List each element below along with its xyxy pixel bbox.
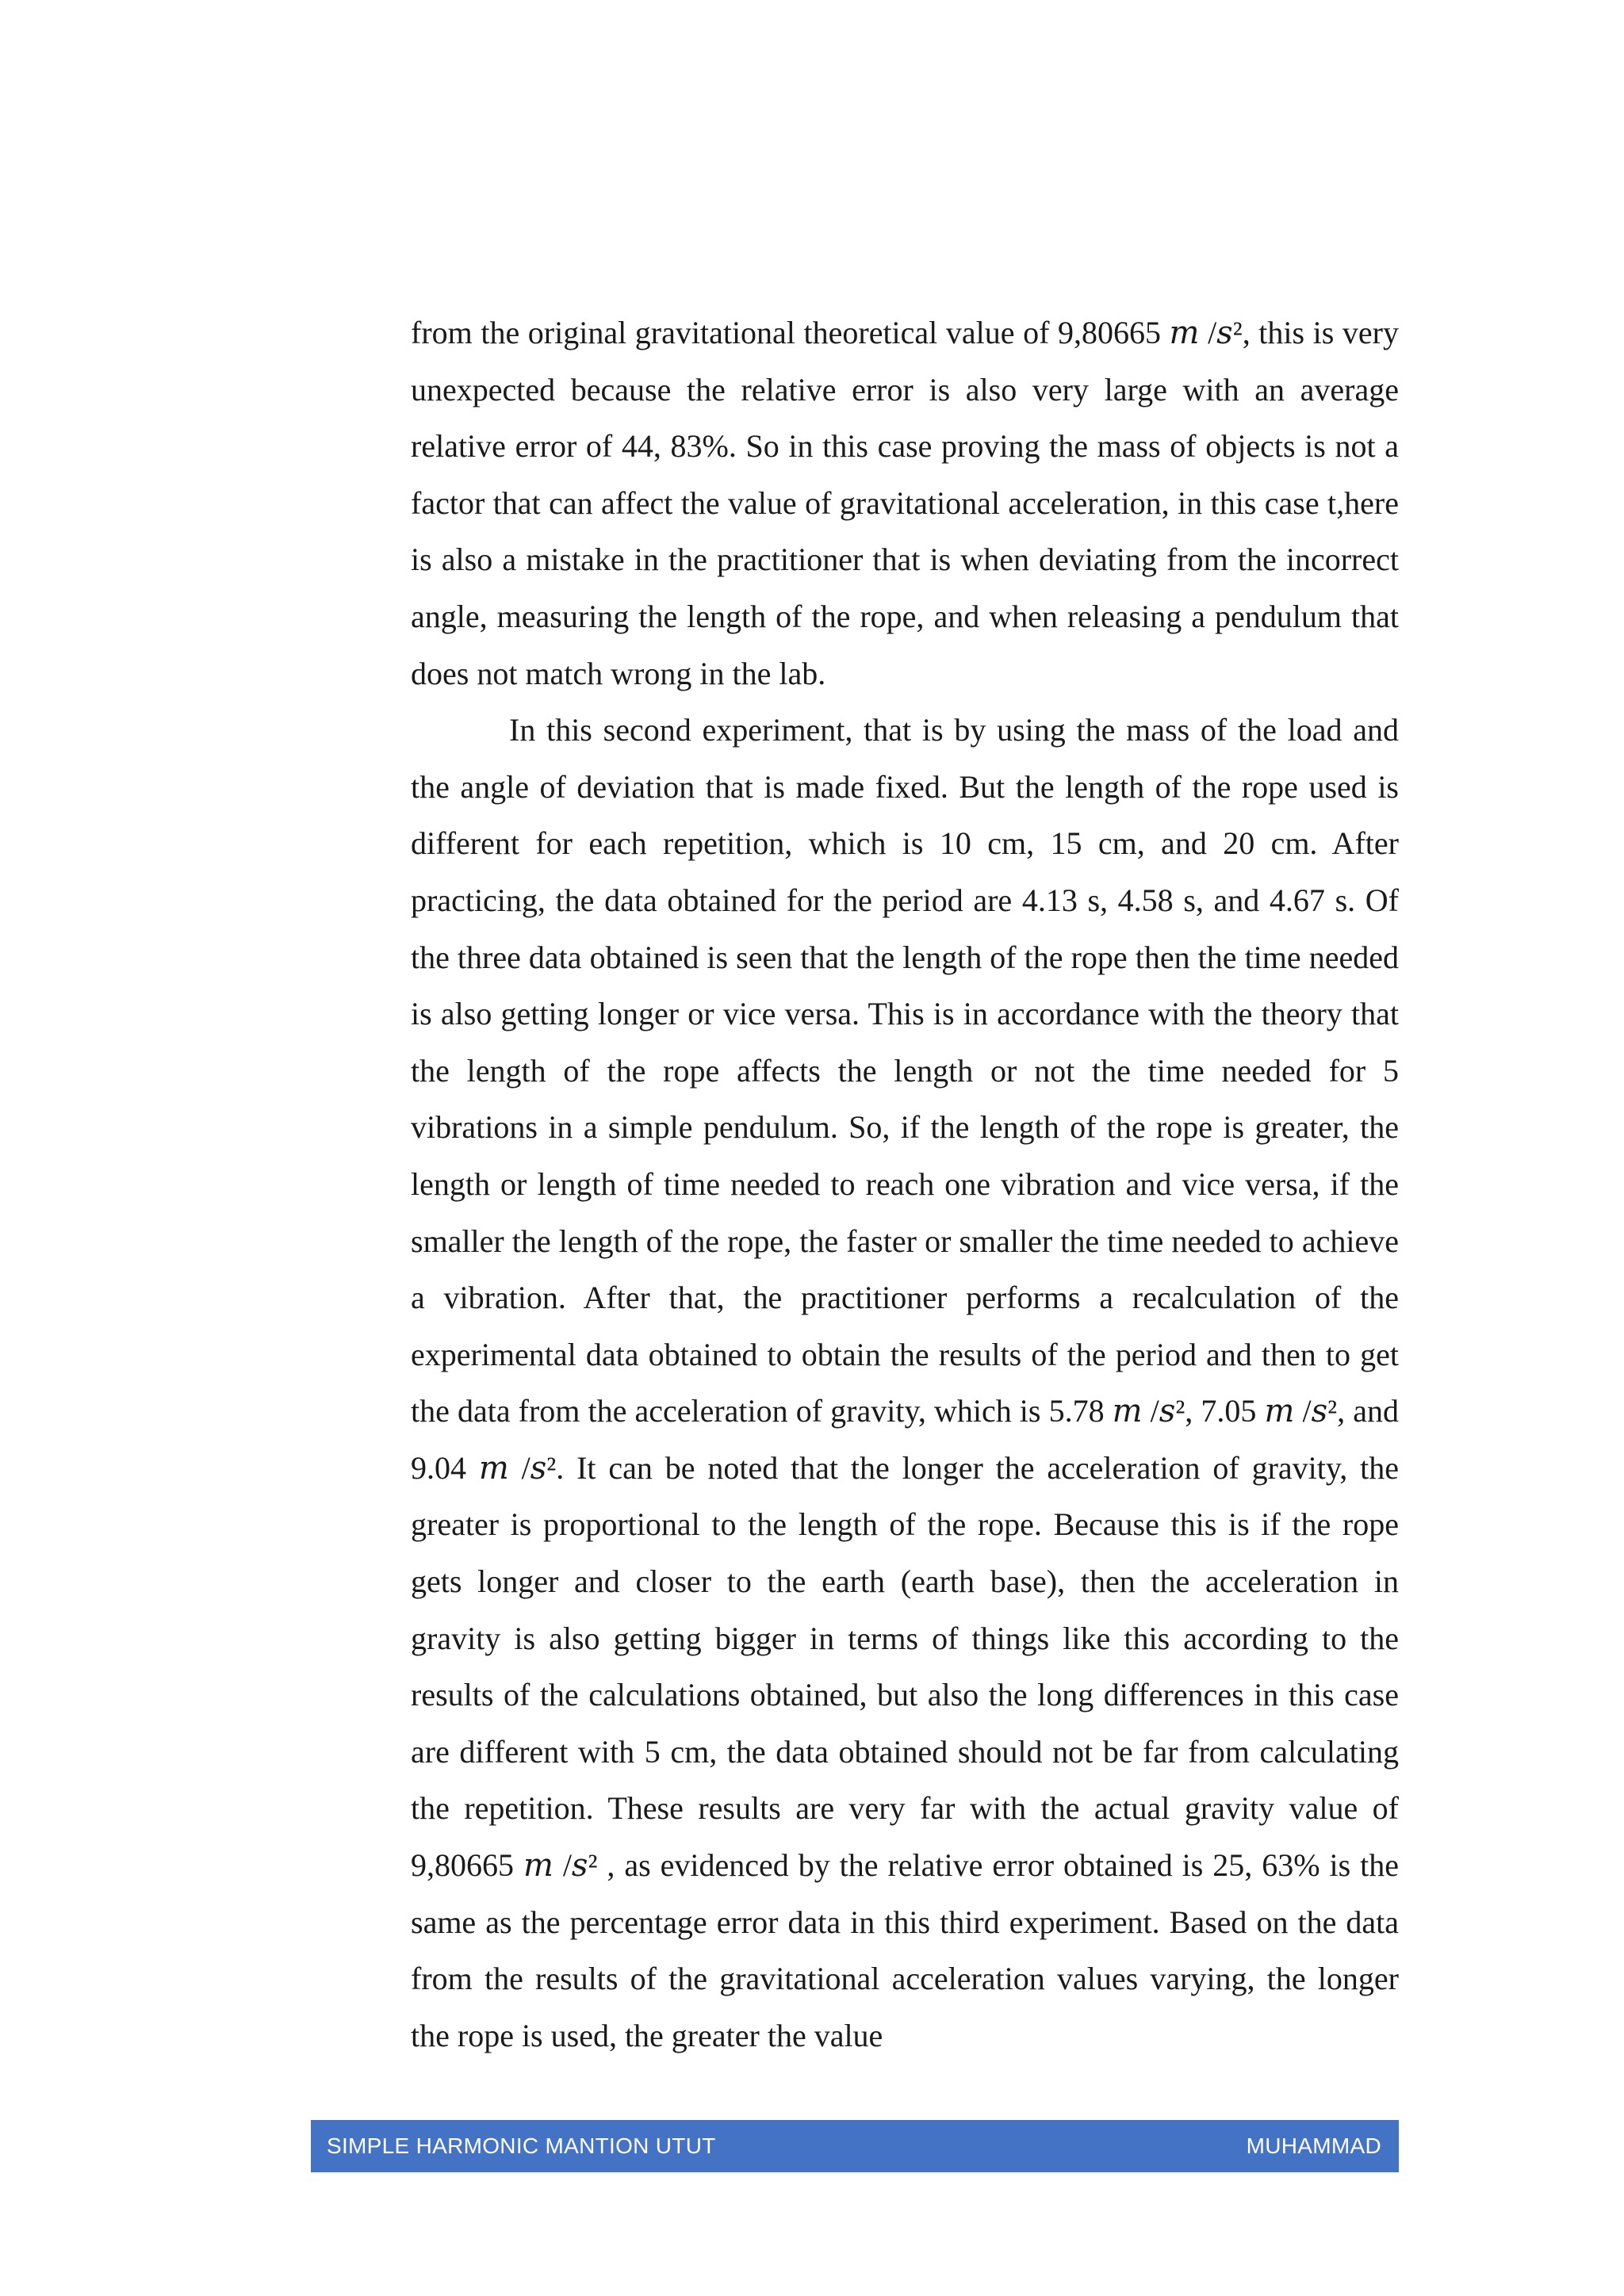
paragraph-continuation: from the original gravitational theoretical value of 9,80665 𝑚 /𝑠², this is very unexpected because the relative error is also very large with an average relative error of 44, 83%. So in this case proving the mass of objects is not a factor that can affect the value of gravitational acceleration, in this case t,here is also a mistake in the practitioner that is when deviating from the incorrect angle, measuring the length of the rope, and when releasing a pendulum that does not match wrong in the lab.: [411, 315, 1399, 691]
footer-author: MUHAMMAD: [1246, 2133, 1381, 2158]
paragraph-second-experiment: In this second experiment, that is by using the mass of the load and the angle of deviation that is made fixed. But the length of the rope used is different for each repetition, which is 10 cm, 15 cm, and 20 cm. After practicing, the data obtained for the period are 4.13 s, 4.58 s, and 4.67 s. Of the three data obtained is seen that the length of the rope then the time needed is also getting longer or vice versa. This is in accordance with the theory that the length of the rope affects the length or not the time needed for 5 vibrations in a simple pendulum. So, if the length of the rope is greater, the length or length of time needed to reach one vibration and vice versa, if the smaller the length of the rope, the faster or smaller the time needed to achieve a vibration. After that, the practitioner performs a recalculation of the experimental data obtained to obtain the results of the period and then to get the data from the acceleration of gravity, which is 5.78 𝑚 /𝑠², 7.05 𝑚 /𝑠², and 9.04 𝑚 /𝑠². It can be noted that the longer the acceleration of gravity, the greater is proportional to the length of the rope. Because this is if the rope gets longer and closer to the earth (earth base), then the acceleration in gravity is also getting bigger in terms of things like this according to the results of the calculations obtained, but also the long differences in this case are different with 5 cm, the data obtained should not be far from calculating the repetition. These results are very far with the actual gravity value of 9,80665 𝑚 /𝑠² , as evidenced by the relative error obtained is 25, 63% is the same as the percentage error data in this third experiment. Based on the data from the results of the gravitational acceleration values varying, the longer the rope is used, the greater the value: [411, 712, 1399, 2053]
body-text: [411, 304, 1399, 2064]
footer-title: SIMPLE HARMONIC MANTION UTUT: [327, 2133, 716, 2158]
page-footer: [311, 2120, 1399, 2172]
